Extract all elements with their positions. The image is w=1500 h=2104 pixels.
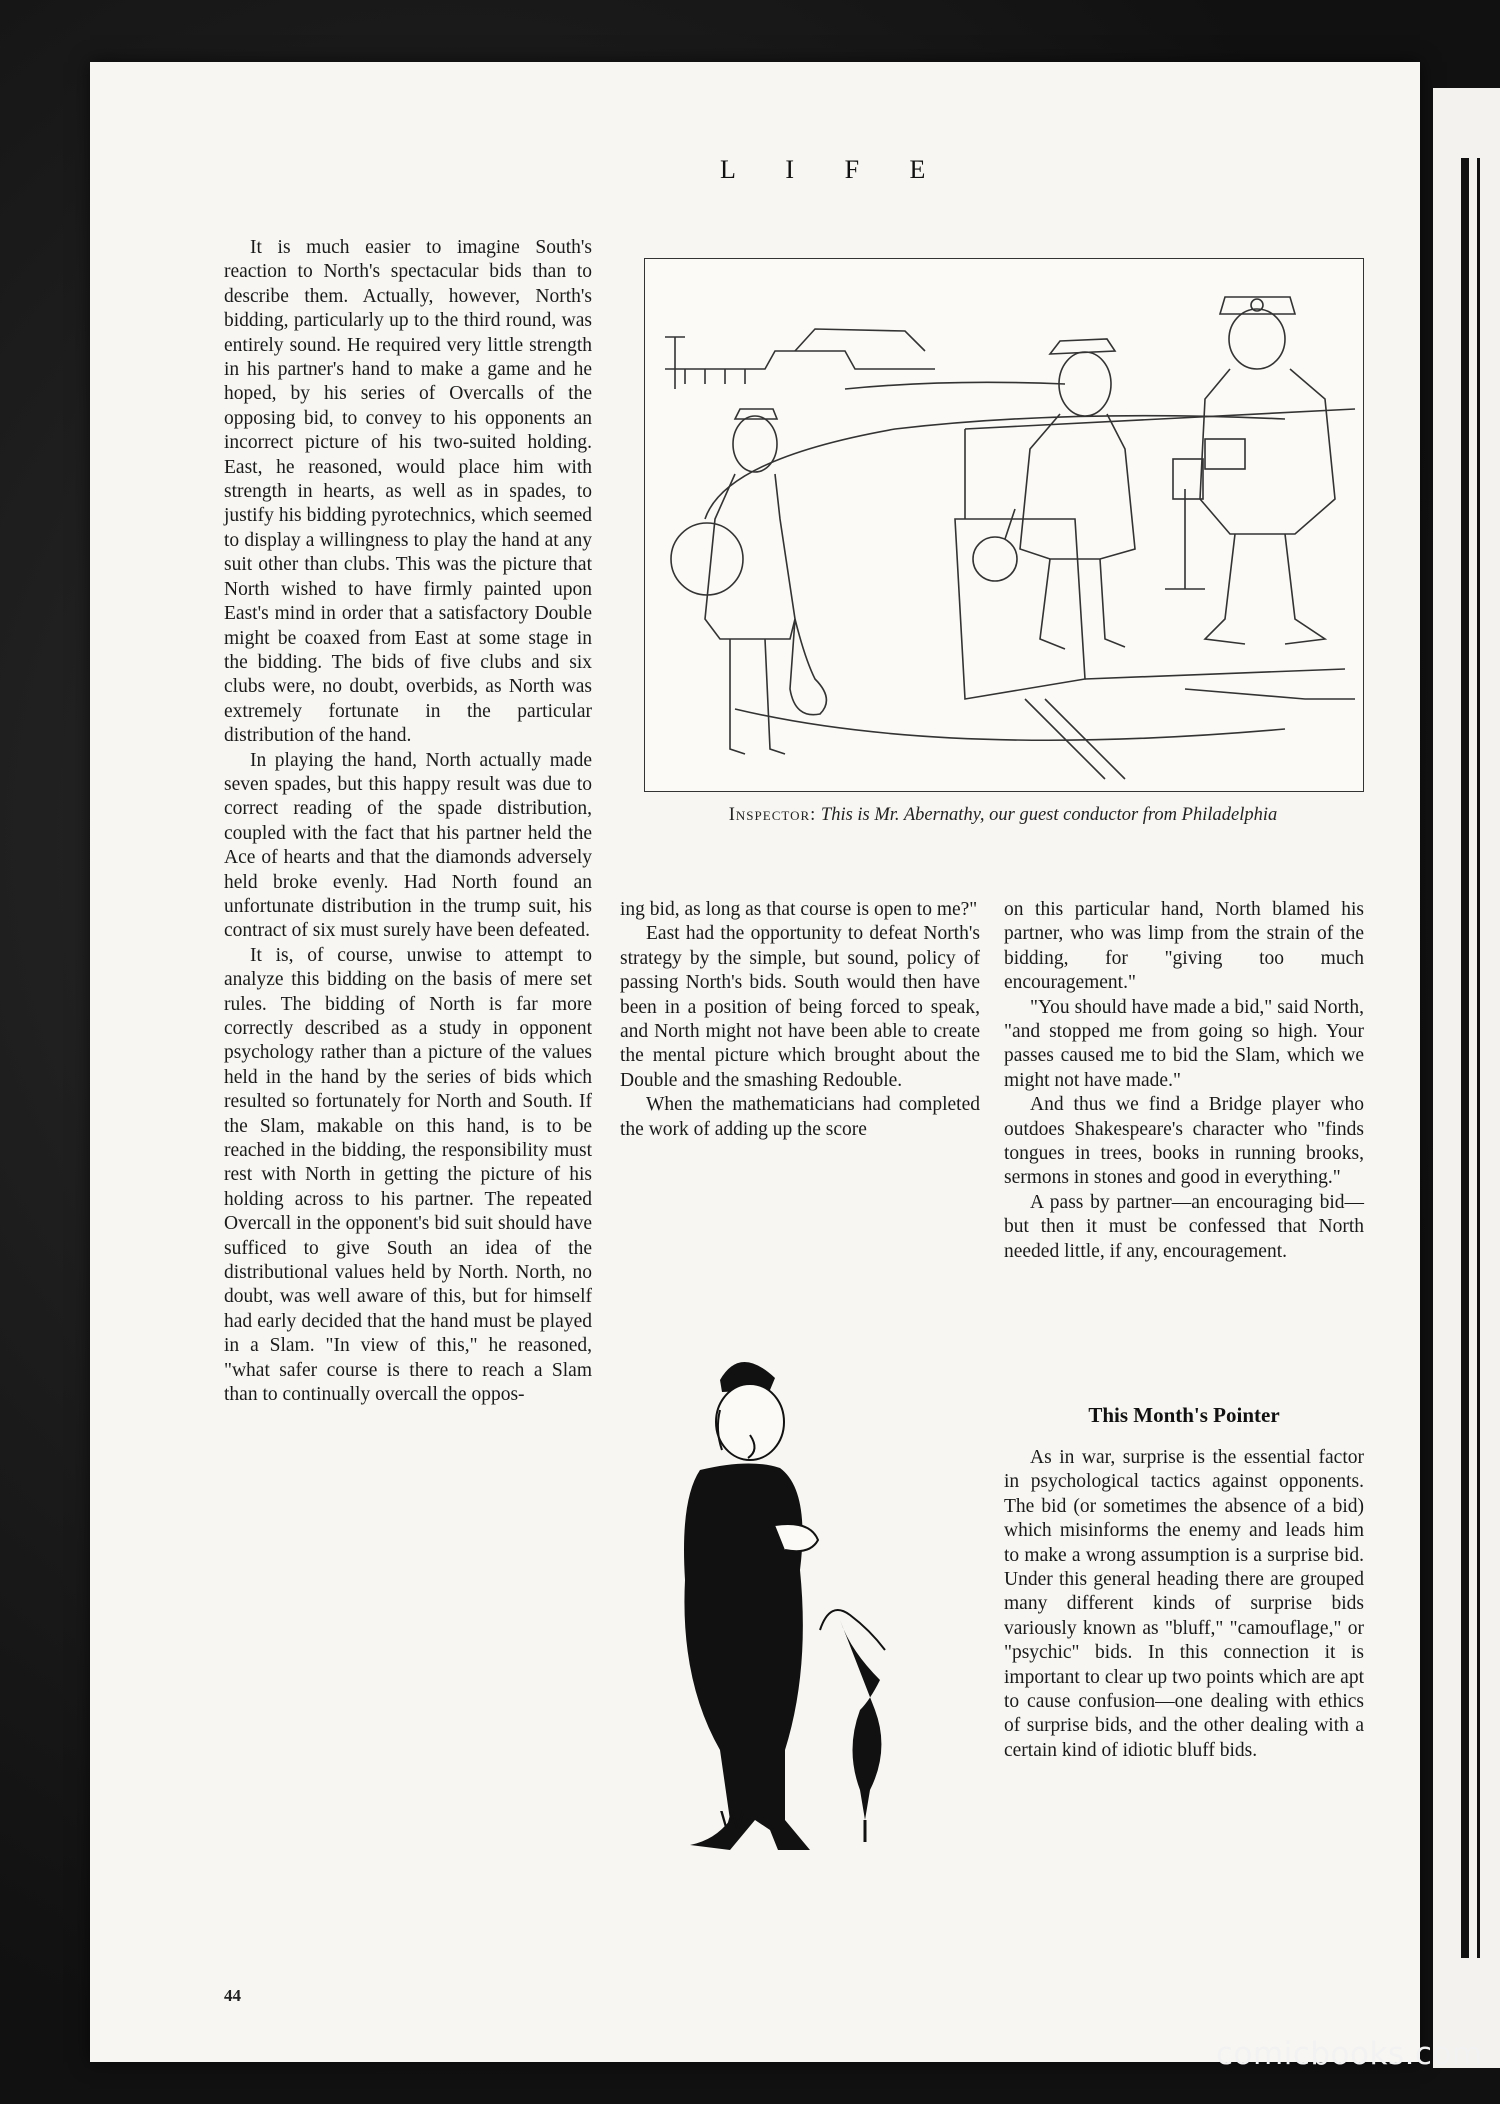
paragraph: A pass by partner—an encouraging bid—but then it must be confessed that North needed little, if any, encouragement.: [1004, 1191, 1364, 1262]
cartoon-illustration: [644, 258, 1364, 792]
silhouette-drawing: [660, 1350, 960, 1870]
paragraph: "You should have made a bid," said North, "and stopped me from going so high. Your passes caused me to bid the Slam, which we might not have made.": [1004, 996, 1364, 1091]
paragraph: As in war, surprise is the essential factor in psychological tactics against opponents. The bid (or sometimes the absence of a bid) which misinforms the enemy and leads him to make a wrong assumption is a surprise bid. Under this general heading there are grouped many different kinds of surprise bids variously known as "bluff," "camouflage," or "psychic" bids. In this connection it is important to clear up two points which are apt to cause confusion—one dealing with ethics of surprise bids, and the other dealing with a certain kind of idiotic bluff bids.: [1004, 1447, 1364, 1761]
paragraph: East had the opportunity to defeat North's strategy by the simple, but sound, policy of passing North's bids. South would then have been in a position of being forced to speak, and North might not have been able to create the mental picture which brought about the Double and the smashing Redouble.: [620, 923, 980, 1091]
article-column-3: [1004, 898, 1364, 1264]
paragraph: And thus we find a Bridge player who outdoes Shakespeare's character who "finds tongues in trees, books in running brooks, sermons in stones and good in everything.": [1004, 1094, 1364, 1189]
man-with-umbrella-illustration: [660, 1350, 960, 1870]
watermark: comicbooks.com: [1216, 2036, 1483, 2072]
paragraph: ing bid, as long as that course is open to me?": [620, 899, 978, 920]
cartoon-caption: [644, 804, 1362, 827]
artist-signature: W: [720, 1805, 745, 1835]
caption-quote: This is Mr. Abernathy, our guest conductor from Philadelphia: [820, 805, 1278, 825]
paragraph: When the mathematicians had completed the work of adding up the score: [620, 1094, 980, 1140]
caption-speaker: Inspector:: [728, 805, 817, 825]
border-bar-thin: [1477, 158, 1480, 1958]
cartoon-drawing: [645, 259, 1363, 791]
paragraph: on this particular hand, North blamed his partner, who was limp from the strain of the bidding, for "giving too much encouragement.": [1004, 899, 1364, 994]
article-column-1: [224, 236, 592, 1408]
article-column-2: [620, 898, 980, 1142]
pointer-column: [1004, 1446, 1364, 1763]
page-number: 44: [224, 1986, 241, 2005]
paragraph: It is, of course, unwise to attempt to analyze this bidding on the basis of mere set rules. The bidding of North is far more correctly described as a study in opponent psychology rather than a picture of the values held in the hand by the series of bids which resulted so fortunately for North and South. If the Slam, makable on this hand, is to be reached in the bidding, the responsibility must rest with North in getting the picture of his holding across to his partner. The repeated Overcall in the opponent's bid suit should have sufficed to give South an idea of the distributional values held by North. North, no doubt, was well aware of this, but for himself had early decided that the hand must be played in a Slam. "In view of this," he reasoned, "what safer course is there to reach a Slam than to continually overcall the oppos-: [224, 944, 592, 1406]
paragraph: In playing the hand, North actually made seven spades, but this happy result was due to correct reading of the spade distribution, coupled with the fact that his partner held the Ace of hearts and that the diamonds adversely held broke evenly. Had North found an unfortunate distribution in the trump suit, his contract of six must surely have been defeated.: [224, 749, 592, 942]
magazine-title: L I F E: [720, 155, 948, 184]
section-heading: This Month's Pointer: [1088, 1403, 1280, 1427]
border-bar: [1461, 158, 1469, 1958]
paragraph: It is much easier to imagine South's reaction to North's spectacular bids than to describe them. Actually, however, North's bidding, particularly up to the third round, was entirely sound. He required very little strength in his partner's hand to make a game and he hoped, by his series of Overcalls of the opposing bid, to convey to his opponents an incorrect picture of his two-suited holding. East, he reasoned, would place him with strength in hearts, as well as in spades, to justify his bidding pyrotechnics, which seemed to display a willingness to play the hand at any suit other than clubs. This was the picture that North wished to have firmly painted upon East's mind in order that a satisfactory Double might be coaxed from East at some stage in the bidding. The bids of five clubs and six clubs were, no doubt, overbids, as North was extremely fortunate in the particular distribution of the hand.: [224, 237, 592, 747]
adjacent-page-edge: [1433, 88, 1500, 2068]
